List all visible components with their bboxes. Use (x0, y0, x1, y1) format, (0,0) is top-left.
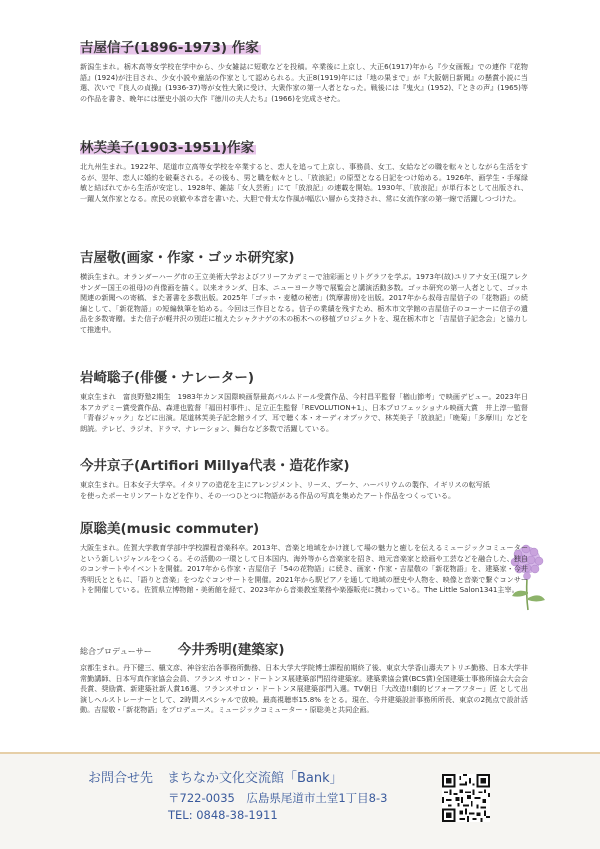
profile-name: 今井京子(Artifiori Millya代表・造花作家) (80, 458, 350, 474)
producer-heading (80, 638, 528, 658)
contact-phone: TEL: 0848-38-1911 (168, 808, 278, 822)
contact-label: お問合せ先 (88, 771, 154, 786)
profile-bio: 大阪生まれ。佐賀大学教育学部中学校課程音楽科卒。2013年、音楽と地域をかけ渡して場の魅力と癒しを伝えるミュージックコミューターという新しいジャンルをつくる。その活動の一環として日本国内、海外等から音楽家を招き、地元音楽家と絵画や工芸などを融合した、独自のコンサートやイベントを開催。2017年から作家・吉屋信子「54の花物語」に続き、画家・作家・吉屋敬の「新花物語」を、建築家・今井秀明氏とともに、「語りと音楽」をつなぐコンサートを開催。2021年から駅ピアノを通して地域の歴史や人物を、映像と音楽で繋ぐコンサートを開催している。佐賀県立博物館・美術館を経て、2023年から音楽教室業務や楽器販売に携わっている。The Little Salon1341主宰。 (80, 543, 528, 595)
profile-name: 吉屋信子(1896-1973) 作家 (80, 40, 259, 56)
profile-bio: 新潟生まれ。栃木高等女学校在学中から、少女雑誌に短歌などを投稿。卒業後に上京し、大正6(1917)年から『少女画報』での連作『花物語』(1924)が注目され、少女小説や童話の作家として認められる。大正8(1919)年には「地の果まで」が『大阪朝日新聞』の懸賞小説に当選、次いで『良人の貞操』(1936-37)等が女性大衆に受け、大衆作家の第一人者となった。戦後には『鬼火』(1952)、『ときの声』(1965)等の作品を書き、晩年には歴史小説の大作『徳川の夫人たち』(1966)を完成させた。 (80, 62, 528, 103)
profile-yoshiya-nobuko (80, 39, 528, 104)
profile-bio: 東京生まれ。日本女子大学卒。イタリアの造花を主にアレンジメント、リース、ブーケ、ハーバリウムの製作、イギリスの転写紙を使ったポーセリンアートなどを作り、その一つひとつに物語がある作品の写真を集めたアート作品をつくっている。 (80, 480, 490, 500)
profile-yoshiya-kei (80, 249, 528, 336)
profile-bio: 北九州生まれ。1922年、尾道市立高等女学校を卒業すると、恋人を追って上京し、事務員、女工、女給などの職を転々としながら生活をするが、翌年、恋人に婚約を破棄される。その後も、男と職を転々とし、「放浪記」の原型となる日記をつけ始める。1926年、画学生・手塚緑敏と結ばれてから生活が安定し、1928年、雑誌「女人芸術」にて「放浪記」の連載を開始。1930年、「放浪記」が単行本として出版され、一躍人気作家となる。庶民の哀歓や本音を書いた、大胆で骨太な作風が幅広い層から支持され、常に女流作家の第一線で活躍しつづけた。 (80, 162, 528, 203)
producer-bio: 京都生まれ。丹下健三、槇文彦、神谷宏治各事務所勤務、日本大学大学院博士課程前期終了後、東京大学香山壽夫アトリエ勤務、日本大学非常勤講師、日本写真作家協会会員、フランス サロン・ドートンヌ展建築部門招待建築家。建築業協会賞(BCS賞)全国建築士事務所協会大会会長賞、奨励賞、新建築社新人賞16選、フランスサロン・ドートンヌ展建築部門入選。TV朝日「大改造!!劇的ビフォーアフター」匠 として出演しヘルストレーナーとして、2時間スペシャルで放映。最高視聴率15.8% をとる。現在、今井建築設計事務所所長、東京の2拠点で設計活動。吉屋敬・「新花物語」をプロデュース。ミュージックコミューター・原聡美と共同企画。 (80, 663, 528, 715)
profile-name: 吉屋敬(画家・作家・ゴッホ研究家) (80, 250, 295, 266)
contact-venue: まちなか文化交流館「Bank」 (167, 771, 343, 786)
profile-iwasaki-satoko (80, 369, 528, 434)
profile-bio: 東京生まれ 富良野塾2期生 1983年カンヌ国際映画祭最高パルムドール受賞作品、今村昌平監督「楢山節考」で映画デビュー。2023年日本アカデミー賞受賞作品、森達也監督「福田村事件」、足立正生監督「REVOLUTION+1」、日本プロフェッショナル映画大賞 井上淳一監督「青春ジャック」などに出演。尾道林芙美子記念館ライブ、耳で聴く本・オーディオブックで、林芙美子「放浪記」「晩菊」「多摩川」などを朗読。テレビ、ラジオ、ドラマ、ナレーション、舞台など多数で活躍している。 (80, 392, 528, 433)
contact-address: 〒722-0035 広島県尾道市土堂1丁目8-3 (168, 791, 388, 805)
profile-hayashi-fumiko (80, 139, 528, 204)
profile-bio: 横浜生まれ。オランダーハーグ市の王立美術大学およびフリーアカデミーで油彩画とリトグラフを学ぶ。1973年(故)ユリアナ女王(現アレクサンダー国王の祖母)の肖像画を描く。以来オランダ、日本、ニューヨーク等で展覧会と講演活動多数。ゴッホ研究の第一人者として、ゴッホ関連の新聞への寄稿、また著書を多数出版。2025年「ゴッホ・麦穂の秘密」(筑摩書房)を出版。2017年から叔母吉屋信子の「花物語」の続編として、「新花物語」の短編執筆を始める。今回は三作目となる。信子の業績を残すため、栃木市文学館の吉屋信子のコーナーに信子の遺品を多数寄贈。また信子が軽井沢の別荘に植えたシャクナゲの木の栃木への移植プロジェクトを、現在栃木市と「吉屋信子記念会」と協力して推進中。 (80, 272, 528, 334)
profile-name: 林芙美子(1903-1951)作家 (80, 140, 255, 156)
qr-code (442, 774, 490, 822)
contact-block (88, 770, 387, 824)
producer-role: 総合プロデューサー (80, 647, 152, 656)
profile-name: 原聡美(music commuter) (80, 521, 260, 537)
contact-heading (88, 770, 387, 788)
profile-hara-satomi (80, 520, 528, 596)
profile-name: 岩崎聡子(俳優・ナレーター) (80, 370, 255, 386)
profile-imai-kyoko (80, 457, 528, 501)
profile-producer (80, 638, 528, 716)
producer-name: 今井秀明(建築家) (177, 642, 285, 658)
